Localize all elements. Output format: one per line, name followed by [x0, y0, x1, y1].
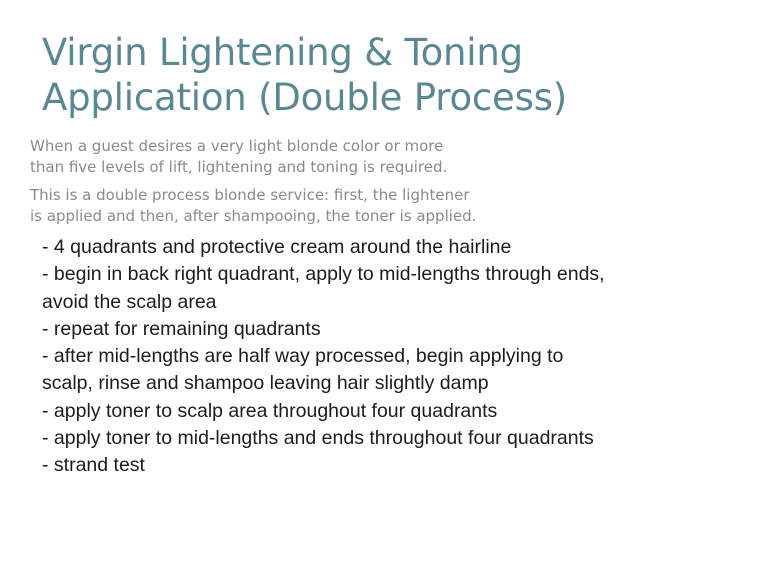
procedure-step [42, 261, 742, 316]
procedure-step-line: avoid the scalp area [42, 290, 217, 313]
slide-title-line: Virgin Lightening & Toning [42, 31, 523, 74]
intro-paragraph [30, 185, 550, 227]
procedure-step-line: - 4 quadrants and protective cream around the hairline [42, 236, 512, 258]
intro-text [30, 136, 550, 234]
procedure-step-line: - after mid-lengths are half way processed, begin applying to [42, 345, 564, 368]
intro-line: than five levels of lift, lightening and toning is required. [30, 158, 448, 176]
procedure-step-line: - apply toner to mid-lengths and ends throughout four quadrants [42, 427, 594, 450]
procedure-step-line: scalp, rinse and shampoo leaving hair slightly damp [42, 372, 489, 395]
procedure-steps-list [42, 234, 742, 480]
procedure-step-line: - strand test [42, 454, 145, 477]
procedure-step-line: - begin in back right quadrant, apply to mid-lengths through ends, [42, 263, 605, 286]
procedure-step [42, 343, 742, 398]
procedure-step [42, 316, 742, 343]
procedure-step [42, 425, 742, 452]
procedure-step [42, 398, 742, 425]
procedure-step-line: - apply toner to scalp area throughout four quadrants [42, 399, 498, 422]
procedure-step-line: - repeat for remaining quadrants [42, 317, 321, 340]
intro-paragraph [30, 136, 550, 178]
procedure-step [42, 234, 742, 261]
slide-title [42, 30, 742, 120]
slide-title-line: Application (Double Process) [42, 76, 567, 119]
intro-line: This is a double process blonde service: first, the lightener [30, 186, 470, 204]
intro-line: When a guest desires a very light blonde color or more [30, 137, 444, 155]
intro-line: is applied and then, after shampooing, the toner is applied. [30, 207, 477, 225]
procedure-step [42, 452, 742, 479]
